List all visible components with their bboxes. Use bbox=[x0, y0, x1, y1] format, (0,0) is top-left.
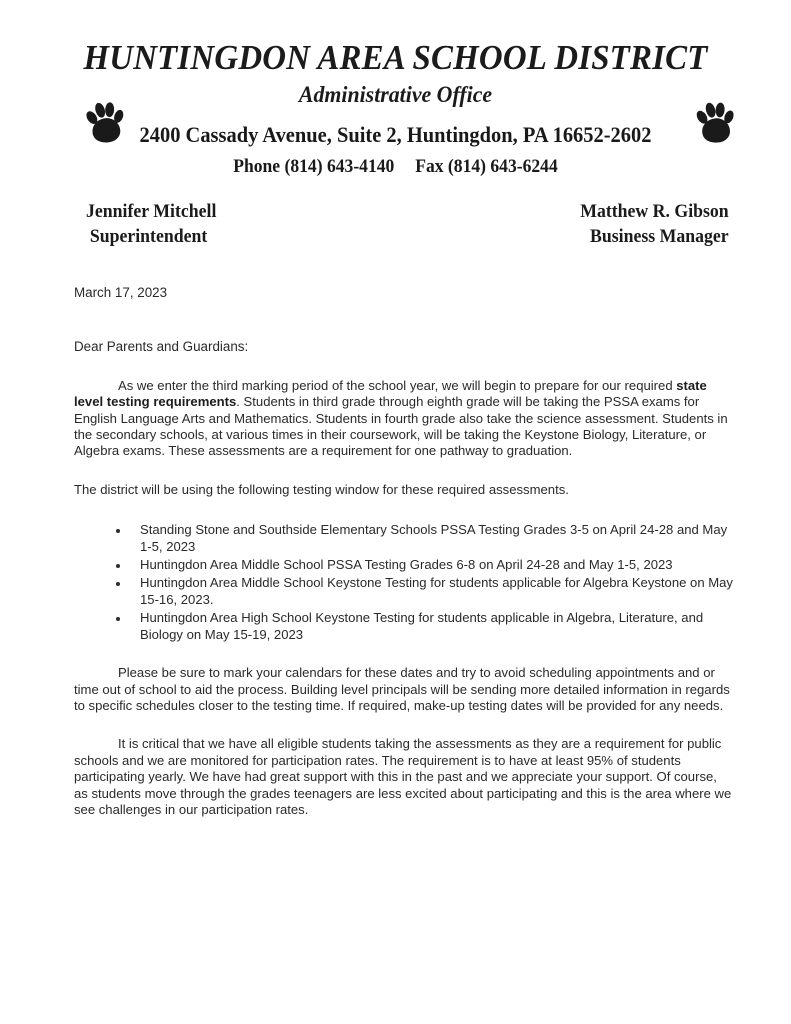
list-item: Huntingdon Area Middle School Keystone Testing for students applicable for Algebra Keystone on May 15-16, 2023. bbox=[114, 575, 734, 608]
list-item: Huntingdon Area High School Keystone Testing for students applicable in Algebra, Literature, and Biology on May 15-19, 2023 bbox=[114, 610, 734, 643]
phone-number: Phone (814) 643-4140 bbox=[233, 156, 395, 177]
paragraph-calendar-reminder: Please be sure to mark your calendars for these dates and try to avoid scheduling appointments and or time out of school to aid the process. Building level principals will be sending more detailed information in regards to specific schedules closer to the testing time. If required, make-up testing dates will be provided for any needs. bbox=[74, 665, 730, 713]
official-role: Superintendent bbox=[89, 227, 208, 248]
testing-window-list bbox=[74, 522, 734, 643]
paragraph-lead-text: As we enter the third marking period of the school year, we will begin to prepare for our required bbox=[118, 377, 677, 393]
paragraph-testing-overview bbox=[74, 378, 734, 460]
paragraph-testing-window-intro: The district will be using the following testing window for these required assessments. bbox=[74, 481, 569, 497]
list-item: Standing Stone and Southside Elementary Schools PSSA Testing Grades 3-5 on April 24-28 and May 1-5, 2023 bbox=[114, 522, 734, 555]
district-title: HUNTINGDON AREA SCHOOL DISTRICT bbox=[83, 38, 708, 77]
letter-date: March 17, 2023 bbox=[74, 285, 168, 300]
list-item: Huntingdon Area Middle School PSSA Testing Grades 6-8 on April 24-28 and May 1-5, 2023 bbox=[114, 557, 734, 573]
letter-body bbox=[74, 285, 734, 818]
bold-state-testing-requirements: state level testing requirements bbox=[74, 377, 707, 410]
official-superintendent bbox=[86, 200, 216, 250]
fax-number: Fax (814) 643-6244 bbox=[415, 156, 558, 177]
office-subtitle: Administrative Office bbox=[298, 81, 493, 107]
paragraph-participation-rates: It is critical that we have all eligible students taking the assessments as they are a requirement for public schools and we are monitored for participation rates. The requirement is to have at least 95% of students participating yearly. We have had great support with this in the past and we appreciate your support. Of course, as students move through the grades teenagers are less excited about participating and this is the area where we see challenges in our participation rates. bbox=[74, 736, 732, 817]
official-name: Jennifer Mitchell bbox=[86, 202, 217, 223]
official-role: Business Manager bbox=[590, 227, 729, 248]
official-name: Matthew R. Gibson bbox=[580, 202, 729, 223]
paragraph-rest-text: . Students in third grade through eighth grade will be taking the PSSA exams for English Language Arts and Mathematics. Students in fourth grade also take the science assessment. Students in the secondary schools, at various times in their coursework, will be taking the Keystone Biology, Literature, or Algebra exams. These assessments are a requirement for one pathway to graduation. bbox=[74, 394, 728, 459]
official-business-manager bbox=[581, 200, 730, 250]
salutation: Dear Parents and Guardians: bbox=[74, 339, 249, 355]
officials-row bbox=[0, 200, 791, 254]
address-line: 2400 Cassady Avenue, Suite 2, Huntingdon, PA 16652-2602 bbox=[139, 121, 652, 147]
letterhead bbox=[0, 0, 791, 254]
contact-line bbox=[20, 157, 771, 178]
address-row bbox=[0, 123, 791, 153]
